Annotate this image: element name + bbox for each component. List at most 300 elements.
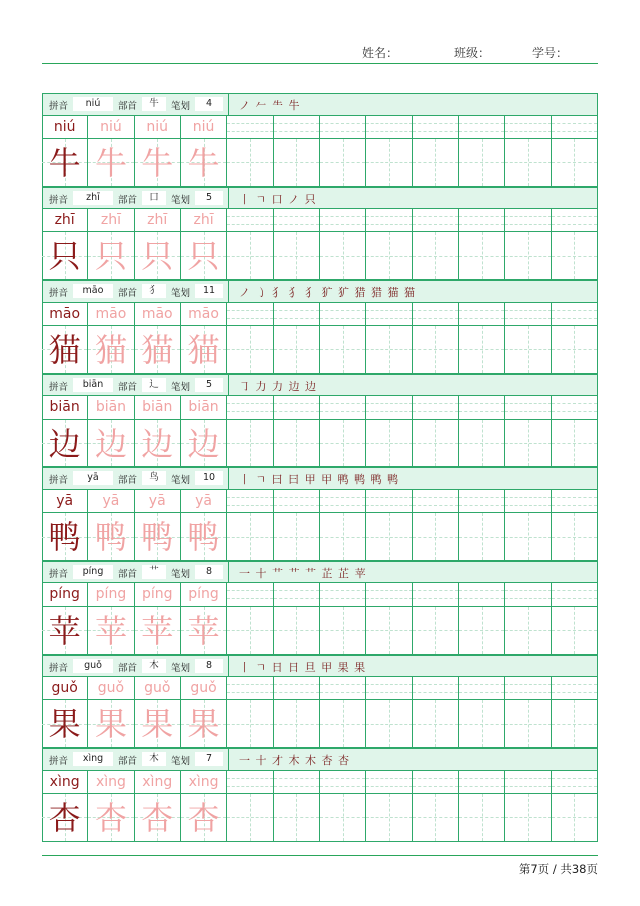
pinyin-cell (88, 209, 134, 232)
pinyin-guide (413, 403, 458, 404)
pinyin-writing-cell[interactable] (227, 583, 273, 606)
pinyin-guide (413, 684, 458, 685)
pinyin-trace: xìng (142, 773, 173, 790)
radical-value: 口 (142, 191, 166, 205)
guide-horizontal (274, 724, 319, 725)
pinyin-model: guǒ (51, 680, 78, 697)
pinyin-guide (413, 497, 458, 498)
guide-horizontal (552, 256, 597, 257)
character-writing-cell[interactable] (505, 513, 551, 561)
pinyin-guide (320, 403, 365, 404)
character-trace: 苹 (94, 611, 127, 650)
pinyin-guide (459, 497, 504, 498)
pinyin-cell (181, 209, 227, 232)
pinyin-value: biān (73, 378, 113, 392)
character-writing-cell[interactable] (413, 326, 459, 374)
pinyin-value: zhī (73, 191, 113, 205)
guide-horizontal (366, 162, 411, 163)
pinyin-guide (274, 598, 319, 599)
pinyin-guide (459, 411, 504, 412)
character-trace: 牛 (141, 143, 174, 182)
pinyin-cell (88, 583, 134, 606)
character-cell (135, 513, 181, 561)
pinyin-guide (274, 411, 319, 412)
guide-horizontal (274, 537, 319, 538)
pinyin-writing-cell[interactable] (366, 677, 412, 700)
pinyin-label: 拼音 (49, 194, 69, 206)
character-cell (181, 420, 227, 468)
character-trace: 猫 (187, 331, 220, 370)
character-writing-cell[interactable] (366, 139, 412, 187)
character-writing-cell[interactable] (552, 794, 598, 842)
character-info-row (42, 655, 598, 678)
footer-rule (42, 855, 598, 856)
guide-horizontal (413, 724, 458, 725)
pinyin-guide (274, 131, 319, 132)
character-info-row (42, 467, 598, 490)
character-writing-cell[interactable] (274, 139, 320, 187)
guide-horizontal (366, 443, 411, 444)
pinyin-guide (459, 590, 504, 591)
pinyin-writing-cell[interactable] (413, 116, 459, 139)
character-writing-cell[interactable] (505, 326, 551, 374)
pinyin-cell (42, 677, 88, 700)
character-writing-cell[interactable] (227, 420, 273, 468)
pinyin-writing-cell[interactable] (274, 490, 320, 513)
character-writing-cell[interactable] (227, 326, 273, 374)
character-cell (181, 607, 227, 655)
pinyin-cell (135, 771, 181, 794)
character-trace: 只 (187, 237, 220, 276)
practice-grid (42, 771, 598, 842)
character-writing-cell[interactable] (320, 513, 366, 561)
pinyin-writing-cell[interactable] (552, 303, 598, 326)
guide-horizontal (552, 349, 597, 350)
pinyin-guide (366, 692, 411, 693)
character-writing-cell[interactable] (413, 232, 459, 280)
character-writing-cell[interactable] (227, 139, 273, 187)
character-writing-cell[interactable] (552, 700, 598, 748)
pinyin-writing-cell[interactable] (505, 677, 551, 700)
character-writing-cell[interactable] (366, 513, 412, 561)
pinyin-writing-cell[interactable] (413, 677, 459, 700)
pinyin-guide (413, 411, 458, 412)
pinyin-writing-cell[interactable] (320, 583, 366, 606)
pinyin-writing-cell[interactable] (552, 771, 598, 794)
pinyin-writing-cell[interactable] (459, 396, 505, 419)
pinyin-writing-cell[interactable] (459, 771, 505, 794)
pinyin-writing-cell[interactable] (227, 116, 273, 139)
pinyin-writing-cell[interactable] (413, 303, 459, 326)
pinyin-cell (42, 303, 88, 326)
character-model: 边 (48, 424, 81, 463)
character-writing-cell[interactable] (366, 607, 412, 655)
pinyin-guide (505, 590, 550, 591)
pinyin-guide (413, 598, 458, 599)
pinyin-writing-cell[interactable] (505, 490, 551, 513)
character-writing-cell[interactable] (459, 420, 505, 468)
character-writing-cell[interactable] (459, 513, 505, 561)
pinyin-guide (413, 505, 458, 506)
pinyin-guide (552, 786, 597, 787)
character-cell (42, 326, 88, 374)
guide-horizontal (413, 349, 458, 350)
strokes-value: 4 (195, 97, 223, 111)
pinyin-writing-cell[interactable] (459, 490, 505, 513)
pinyin-writing-cell[interactable] (227, 490, 273, 513)
guide-horizontal (552, 162, 597, 163)
character-writing-cell[interactable] (413, 420, 459, 468)
character-writing-cell[interactable] (505, 139, 551, 187)
guide-horizontal (413, 256, 458, 257)
character-writing-cell[interactable] (320, 700, 366, 748)
pinyin-guide (366, 505, 411, 506)
character-cell (42, 232, 88, 280)
pinyin-trace: guǒ (97, 680, 125, 697)
character-writing-cell[interactable] (227, 513, 273, 561)
stroke-order-sequence: 丨 ㄱ 日 日 旦 甲 果 果 (239, 660, 367, 674)
character-info-row (42, 187, 598, 210)
character-info-row (42, 280, 598, 303)
guide-horizontal (505, 443, 550, 444)
character-block (42, 467, 598, 561)
guide-horizontal (274, 349, 319, 350)
pinyin-guide (274, 403, 319, 404)
pinyin-writing-cell[interactable] (227, 677, 273, 700)
character-writing-cell[interactable] (320, 326, 366, 374)
character-writing-cell[interactable] (505, 794, 551, 842)
info-divider (228, 188, 229, 209)
guide-horizontal (366, 630, 411, 631)
pinyin-guide (320, 216, 365, 217)
info-divider (228, 749, 229, 770)
pinyin-writing-cell[interactable] (320, 396, 366, 419)
pinyin-guide (274, 497, 319, 498)
character-writing-cell[interactable] (274, 232, 320, 280)
character-block (42, 561, 598, 655)
pinyin-guide (366, 131, 411, 132)
pinyin-label: 拼音 (49, 101, 69, 112)
character-writing-cell[interactable] (413, 607, 459, 655)
guide-horizontal (505, 817, 550, 818)
practice-grid (42, 116, 598, 187)
practice-grid (42, 209, 598, 280)
character-cell (42, 607, 88, 655)
pinyin-writing-cell[interactable] (320, 490, 366, 513)
character-cell (135, 232, 181, 280)
character-writing-cell[interactable] (552, 326, 598, 374)
pinyin-writing-cell[interactable] (413, 490, 459, 513)
stroke-order-sequence: 一 十 才 木 木 杏 杏 (239, 754, 350, 768)
guide-horizontal (413, 817, 458, 818)
character-trace: 边 (141, 424, 174, 463)
character-writing-cell[interactable] (459, 232, 505, 280)
guide-horizontal (413, 630, 458, 631)
pinyin-writing-cell[interactable] (552, 116, 598, 139)
pinyin-guide (227, 131, 272, 132)
pinyin-writing-cell[interactable] (552, 490, 598, 513)
character-writing-cell[interactable] (320, 232, 366, 280)
character-writing-cell[interactable] (366, 700, 412, 748)
character-cell (88, 700, 134, 748)
character-writing-cell[interactable] (366, 326, 412, 374)
pinyin-writing-cell[interactable] (552, 583, 598, 606)
pinyin-guide (505, 598, 550, 599)
pinyin-guide (227, 310, 272, 311)
pinyin-cell (135, 396, 181, 419)
character-writing-cell[interactable] (505, 700, 551, 748)
pinyin-writing-cell[interactable] (320, 771, 366, 794)
character-writing-cell[interactable] (459, 607, 505, 655)
stroke-order-sequence: ノ 𠂉 ⺧ 牛 (239, 99, 301, 112)
pinyin-value: yā (73, 471, 113, 485)
guide-horizontal (320, 162, 365, 163)
pinyin-writing-cell[interactable] (552, 677, 598, 700)
pinyin-trace: māo (141, 305, 173, 322)
practice-grid (42, 583, 598, 654)
stroke-order-sequence: ノ ㇁ 犭 犭 犭 犷 犷 猎 猎 猫 猫 (239, 286, 416, 300)
character-block (42, 93, 598, 187)
character-writing-cell[interactable] (274, 700, 320, 748)
character-writing-cell[interactable] (505, 607, 551, 655)
pinyin-writing-cell[interactable] (413, 209, 459, 232)
radical-value: 鸟 (142, 471, 166, 485)
pinyin-guide (552, 123, 597, 124)
radical-label: 部首 (118, 194, 138, 206)
character-writing-cell[interactable] (413, 700, 459, 748)
pinyin-guide (366, 403, 411, 404)
character-writing-cell[interactable] (552, 232, 598, 280)
pinyin-value: píng (73, 565, 113, 579)
pinyin-writing-cell[interactable] (459, 209, 505, 232)
pinyin-guide (227, 216, 272, 217)
character-writing-cell[interactable] (320, 794, 366, 842)
pinyin-guide (320, 318, 365, 319)
character-trace: 苹 (141, 611, 174, 650)
pinyin-writing-cell[interactable] (505, 303, 551, 326)
pinyin-guide (459, 692, 504, 693)
character-writing-cell[interactable] (227, 700, 273, 748)
pinyin-writing-cell[interactable] (274, 116, 320, 139)
pinyin-writing-cell[interactable] (320, 116, 366, 139)
character-writing-cell[interactable] (227, 232, 273, 280)
pinyin-trace: biān (142, 399, 173, 416)
character-cell (181, 326, 227, 374)
character-writing-cell[interactable] (413, 794, 459, 842)
character-writing-cell[interactable] (413, 513, 459, 561)
pinyin-trace: xìng (188, 773, 219, 790)
character-writing-cell[interactable] (366, 794, 412, 842)
pinyin-guide (274, 786, 319, 787)
pinyin-guide (227, 505, 272, 506)
pinyin-writing-cell[interactable] (366, 116, 412, 139)
character-writing-cell[interactable] (227, 794, 273, 842)
character-cell (135, 607, 181, 655)
character-writing-cell[interactable] (552, 607, 598, 655)
strokes-label: 笔划 (171, 662, 191, 674)
character-writing-cell[interactable] (552, 513, 598, 561)
character-cell (88, 420, 134, 468)
pinyin-writing-cell[interactable] (227, 396, 273, 419)
character-trace: 杏 (141, 799, 174, 838)
pinyin-trace: niú (100, 118, 122, 135)
pinyin-writing-cell[interactable] (227, 303, 273, 326)
character-writing-cell[interactable] (552, 139, 598, 187)
pinyin-writing-cell[interactable] (227, 771, 273, 794)
pinyin-label: 拼音 (49, 288, 69, 300)
pinyin-writing-cell[interactable] (320, 303, 366, 326)
character-writing-cell[interactable] (459, 139, 505, 187)
pinyin-writing-cell[interactable] (459, 303, 505, 326)
pinyin-writing-cell[interactable] (320, 677, 366, 700)
pinyin-guide (505, 318, 550, 319)
pinyin-writing-cell[interactable] (459, 116, 505, 139)
pinyin-guide (505, 123, 550, 124)
pinyin-guide (227, 590, 272, 591)
practice-sheet (42, 93, 598, 842)
guide-horizontal (320, 537, 365, 538)
character-writing-cell[interactable] (320, 607, 366, 655)
pinyin-writing-cell[interactable] (366, 771, 412, 794)
pinyin-cell (181, 771, 227, 794)
pinyin-writing-cell[interactable] (366, 583, 412, 606)
pinyin-guide (505, 411, 550, 412)
character-cell (88, 513, 134, 561)
guide-horizontal (366, 256, 411, 257)
pinyin-guide (413, 123, 458, 124)
pinyin-writing-cell[interactable] (274, 677, 320, 700)
character-writing-cell[interactable] (459, 700, 505, 748)
pinyin-guide (320, 786, 365, 787)
character-writing-cell[interactable] (274, 794, 320, 842)
pinyin-cell (135, 490, 181, 513)
character-writing-cell[interactable] (505, 232, 551, 280)
character-writing-cell[interactable] (274, 513, 320, 561)
info-divider (228, 94, 229, 115)
radical-value: 木 (142, 752, 166, 766)
pinyin-guide (366, 411, 411, 412)
pinyin-writing-cell[interactable] (413, 771, 459, 794)
guide-horizontal (320, 724, 365, 725)
character-writing-cell[interactable] (320, 139, 366, 187)
pinyin-writing-cell[interactable] (459, 677, 505, 700)
guide-horizontal (366, 724, 411, 725)
pinyin-writing-cell[interactable] (366, 209, 412, 232)
character-trace: 边 (94, 424, 127, 463)
pinyin-guide (413, 310, 458, 311)
pinyin-cell (88, 303, 134, 326)
guide-horizontal (320, 349, 365, 350)
character-writing-cell[interactable] (320, 420, 366, 468)
guide-horizontal (459, 537, 504, 538)
pinyin-guide (505, 692, 550, 693)
pinyin-writing-cell[interactable] (505, 771, 551, 794)
pinyin-writing-cell[interactable] (552, 396, 598, 419)
pinyin-writing-cell[interactable] (552, 209, 598, 232)
character-writing-cell[interactable] (459, 794, 505, 842)
character-trace: 只 (94, 237, 127, 276)
pinyin-guide (320, 123, 365, 124)
pinyin-writing-cell[interactable] (505, 116, 551, 139)
pinyin-model: zhī (54, 212, 75, 229)
pinyin-writing-cell[interactable] (227, 209, 273, 232)
pinyin-writing-cell[interactable] (274, 583, 320, 606)
character-cell (42, 513, 88, 561)
pinyin-writing-cell[interactable] (505, 396, 551, 419)
pinyin-trace: zhī (147, 212, 168, 229)
pinyin-guide (320, 598, 365, 599)
pinyin-label: 拼音 (49, 756, 69, 768)
pinyin-model: yā (56, 492, 74, 509)
stroke-order-sequence: 丨 ㄱ 口 ノ 只 (239, 192, 317, 206)
guide-horizontal (505, 537, 550, 538)
pinyin-writing-cell[interactable] (413, 583, 459, 606)
pinyin-guide (459, 123, 504, 124)
header-rule (42, 63, 598, 64)
pinyin-trace: píng (188, 586, 219, 603)
radical-label: 部首 (118, 475, 138, 487)
character-trace: 猫 (141, 331, 174, 370)
character-trace: 果 (187, 705, 220, 744)
character-writing-cell[interactable] (366, 420, 412, 468)
pinyin-guide (505, 403, 550, 404)
character-writing-cell[interactable] (505, 420, 551, 468)
pinyin-writing-cell[interactable] (274, 771, 320, 794)
pinyin-writing-cell[interactable] (274, 396, 320, 419)
pinyin-guide (413, 590, 458, 591)
pinyin-writing-cell[interactable] (274, 209, 320, 232)
pinyin-writing-cell[interactable] (366, 490, 412, 513)
pinyin-guide (274, 692, 319, 693)
pinyin-guide (413, 318, 458, 319)
character-writing-cell[interactable] (459, 326, 505, 374)
pinyin-writing-cell[interactable] (459, 583, 505, 606)
pinyin-guide (459, 505, 504, 506)
pinyin-guide (413, 786, 458, 787)
guide-horizontal (366, 537, 411, 538)
pinyin-guide (552, 411, 597, 412)
pinyin-writing-cell[interactable] (274, 303, 320, 326)
radical-value: 艹 (142, 565, 166, 579)
pinyin-writing-cell[interactable] (320, 209, 366, 232)
pinyin-guide (366, 310, 411, 311)
pinyin-writing-cell[interactable] (413, 396, 459, 419)
character-cell (88, 607, 134, 655)
character-cell (135, 420, 181, 468)
character-writing-cell[interactable] (274, 420, 320, 468)
pinyin-writing-cell[interactable] (505, 583, 551, 606)
practice-grid (42, 677, 598, 748)
pinyin-cell (181, 303, 227, 326)
character-writing-cell[interactable] (552, 420, 598, 468)
radical-label: 部首 (118, 101, 138, 112)
radical-value: 木 (142, 659, 166, 673)
guide-horizontal (552, 630, 597, 631)
character-writing-cell[interactable] (413, 139, 459, 187)
character-writing-cell[interactable] (274, 326, 320, 374)
pinyin-writing-cell[interactable] (505, 209, 551, 232)
guide-horizontal (227, 630, 272, 631)
pinyin-guide (459, 684, 504, 685)
character-writing-cell[interactable] (227, 607, 273, 655)
pinyin-guide (320, 684, 365, 685)
practice-grid (42, 303, 598, 374)
character-writing-cell[interactable] (274, 607, 320, 655)
pinyin-writing-cell[interactable] (366, 303, 412, 326)
pinyin-writing-cell[interactable] (366, 396, 412, 419)
pinyin-guide (413, 778, 458, 779)
character-writing-cell[interactable] (366, 232, 412, 280)
